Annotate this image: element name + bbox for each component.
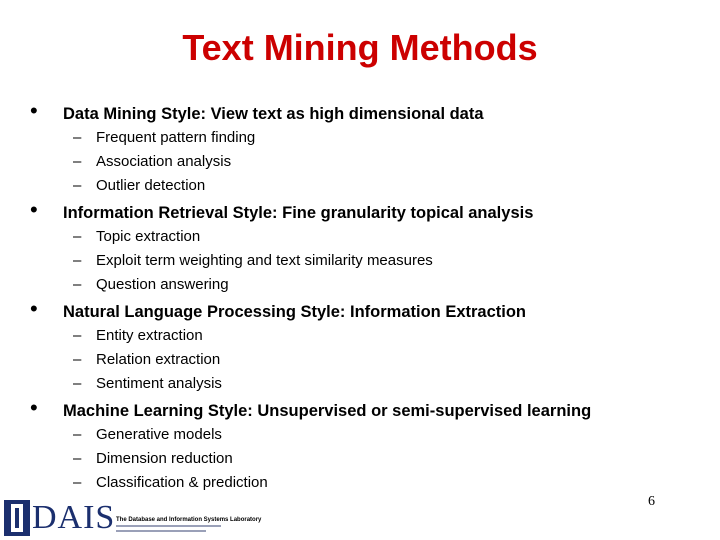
dash: – — [73, 450, 82, 467]
sub-item — [73, 350, 220, 370]
dash: – — [73, 351, 82, 368]
dash: – — [73, 426, 82, 443]
sub-item-label: Question answering — [96, 276, 229, 293]
dais-logo — [4, 499, 262, 538]
sub-item — [73, 176, 205, 196]
sub-item-label: Classification & prediction — [96, 474, 268, 491]
sub-item — [73, 449, 233, 469]
bullet-machine-learning: Machine Learning Style: Unsupervised or semi-supervised learning — [63, 402, 592, 420]
bullet-data-mining: Data Mining Style: View text as high dimensional data — [63, 105, 484, 123]
sub-item — [73, 152, 231, 172]
page-number: 6 — [648, 494, 655, 509]
dash: – — [73, 252, 82, 269]
dash: – — [73, 474, 82, 491]
sub-item-label: Outlier detection — [96, 177, 206, 194]
bullet-dot: • — [30, 98, 38, 123]
sub-item-label: Relation extraction — [96, 351, 221, 368]
bullet-dot: • — [30, 296, 38, 321]
sub-item-label: Exploit term weighting and text similarity measures — [96, 252, 433, 269]
sub-item-label: Sentiment analysis — [96, 375, 222, 392]
bullet-dot: • — [30, 197, 38, 222]
sub-item-label: Association analysis — [96, 153, 232, 170]
bullet-nlp: Natural Language Processing Style: Information Extraction — [63, 303, 527, 321]
sub-item-label: Topic extraction — [96, 228, 201, 245]
dash: – — [73, 375, 82, 392]
sub-item — [73, 326, 203, 346]
sub-item-label: Frequent pattern finding — [96, 129, 256, 146]
logo-wordmark: DAIS — [32, 499, 116, 536]
slide-title: Text Mining Methods — [182, 27, 538, 68]
sub-item — [73, 374, 222, 394]
sub-item-label: Dimension reduction — [96, 450, 233, 467]
illinois-block-i-icon — [4, 500, 30, 536]
logo-rule — [116, 530, 206, 532]
bullet-dot: • — [30, 395, 38, 420]
sub-item-label: Generative models — [96, 426, 222, 443]
dash: – — [73, 276, 82, 293]
sub-item — [73, 473, 268, 493]
dash: – — [73, 129, 82, 146]
sub-item — [73, 227, 200, 247]
dash: – — [73, 327, 82, 344]
sub-item — [73, 425, 222, 445]
sub-item-label: Entity extraction — [96, 327, 203, 344]
dash: – — [73, 228, 82, 245]
sub-item — [73, 251, 433, 271]
sub-item — [73, 128, 255, 148]
dash: – — [73, 177, 82, 194]
sub-item — [73, 275, 229, 295]
bullet-information-retrieval: Information Retrieval Style: Fine granularity topical analysis — [63, 204, 534, 222]
logo-rule — [116, 525, 221, 527]
dash: – — [73, 153, 82, 170]
logo-tagline: The Database and Information Systems Laboratory — [116, 517, 262, 523]
